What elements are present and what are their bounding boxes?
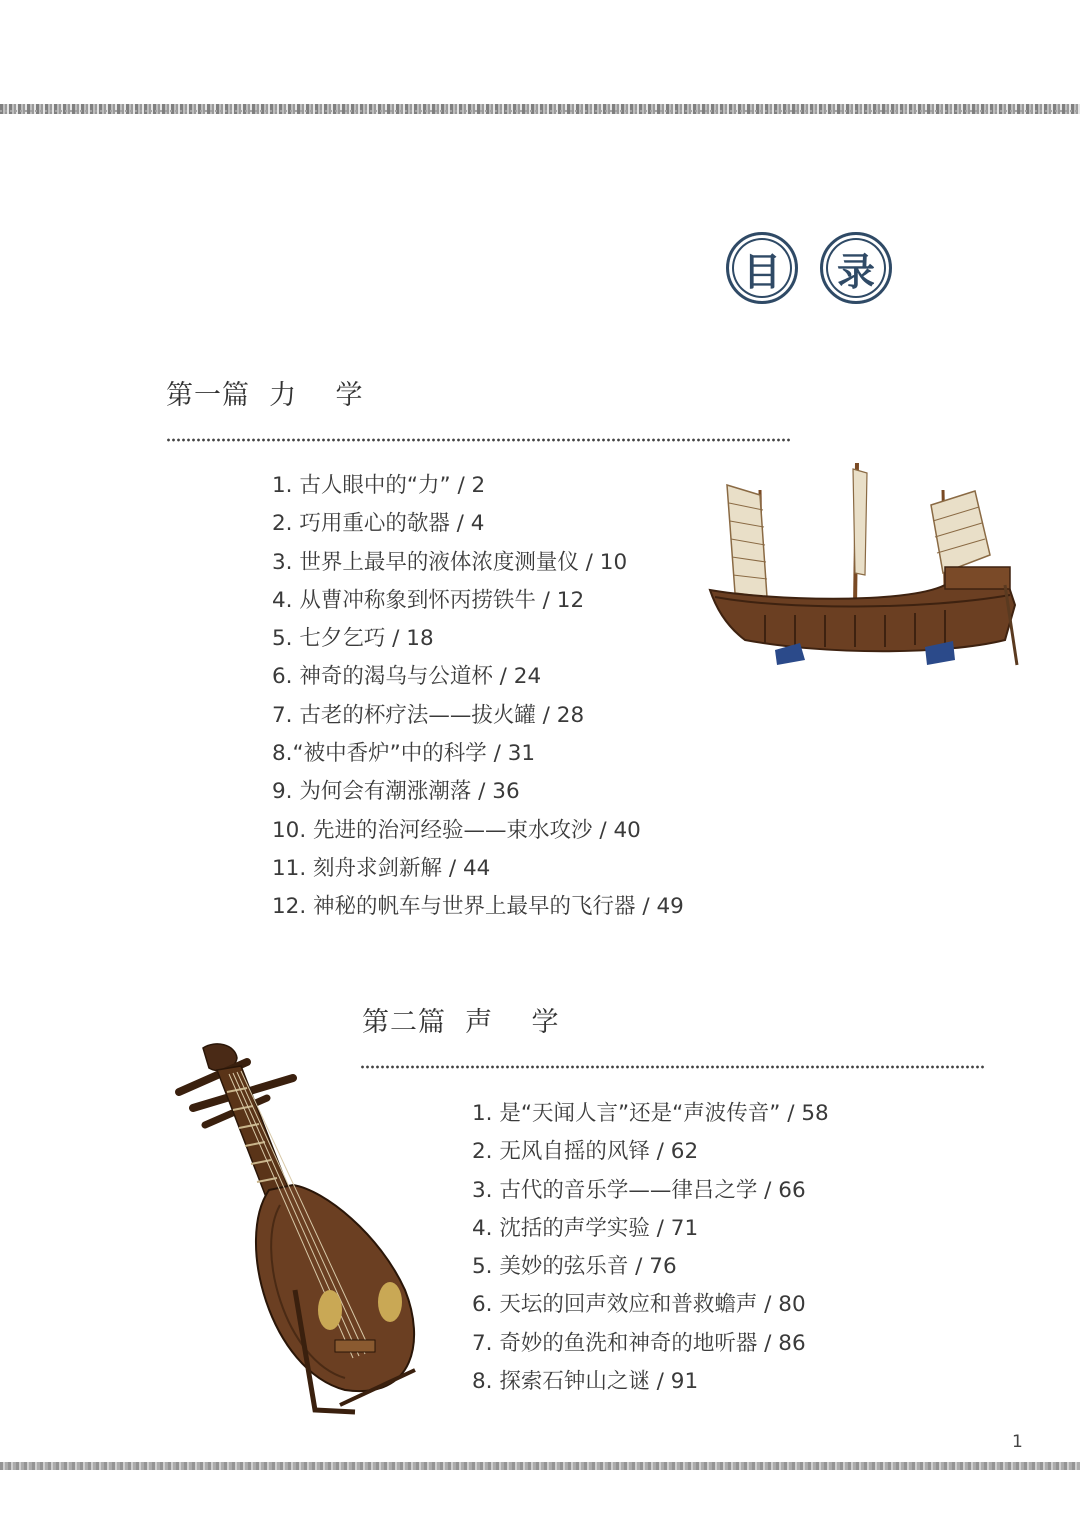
toc-entry[interactable]: 3. 世界上最早的液体浓度测量仪 / 10 xyxy=(272,549,628,575)
toc-entry[interactable]: 8. 探索石钟山之谜 / 91 xyxy=(472,1369,699,1395)
toc-entry[interactable]: 4. 沈括的声学实验 / 71 xyxy=(472,1215,699,1241)
toc-entry[interactable]: 2. 巧用重心的欹器 / 4 xyxy=(272,511,485,537)
section-heading-acoustics: 第二篇 声 学 xyxy=(362,1007,560,1038)
bottom-border-rule xyxy=(0,1462,1080,1470)
toc-entry[interactable]: 11. 刻舟求剑新解 / 44 xyxy=(272,855,491,881)
toc-entry[interactable]: 9. 为何会有潮涨潮落 / 36 xyxy=(272,779,520,805)
toc-entry[interactable]: 4. 从曹冲称象到怀丙捞铁牛 / 12 xyxy=(272,587,585,613)
toc-entry[interactable]: 2. 无风自摇的风铎 / 62 xyxy=(472,1139,699,1165)
toc-entry[interactable]: 1. 是“天闻人言”还是“声波传音” / 58 xyxy=(472,1101,829,1126)
pipa-illustration xyxy=(175,1040,435,1415)
toc-entry[interactable]: 12. 神秘的帆车与世界上最早的飞行器 / 49 xyxy=(272,894,684,920)
section-heading-mechanics: 第一篇 力 学 xyxy=(166,380,364,411)
toc-entry[interactable]: 3. 古代的音乐学——律吕之学 / 66 xyxy=(472,1177,806,1203)
page-number: 1 xyxy=(1012,1432,1023,1452)
top-border-rule xyxy=(0,104,1080,114)
toc-entry[interactable]: 8.“被中香炉”中的科学 / 31 xyxy=(272,741,536,767)
dotted-divider xyxy=(166,438,791,442)
toc-list-mechanics xyxy=(272,467,684,927)
toc-entry[interactable]: 5. 美妙的弦乐音 / 76 xyxy=(472,1254,677,1280)
toc-list-acoustics xyxy=(472,1095,829,1401)
toc-title xyxy=(726,232,892,304)
toc-entry[interactable]: 6. 天坛的回声效应和普救蟾声 / 80 xyxy=(472,1292,806,1318)
toc-entry[interactable]: 7. 古老的杯疗法——拔火罐 / 28 xyxy=(272,702,585,728)
toc-entry[interactable]: 5. 七夕乞巧 / 18 xyxy=(272,626,434,652)
toc-entry[interactable]: 1. 古人眼中的“力” / 2 xyxy=(272,473,486,498)
title-char-lu: 录 xyxy=(820,232,892,304)
toc-entry[interactable]: 10. 先进的治河经验——束水攻沙 / 40 xyxy=(272,817,641,843)
ship-illustration xyxy=(705,455,1025,675)
toc-entry[interactable]: 6. 神奇的渴乌与公道杯 / 24 xyxy=(272,664,542,690)
dotted-divider xyxy=(360,1065,985,1069)
title-char-mu: 目 xyxy=(726,232,798,304)
toc-entry[interactable]: 7. 奇妙的鱼洗和神奇的地听器 / 86 xyxy=(472,1330,806,1356)
